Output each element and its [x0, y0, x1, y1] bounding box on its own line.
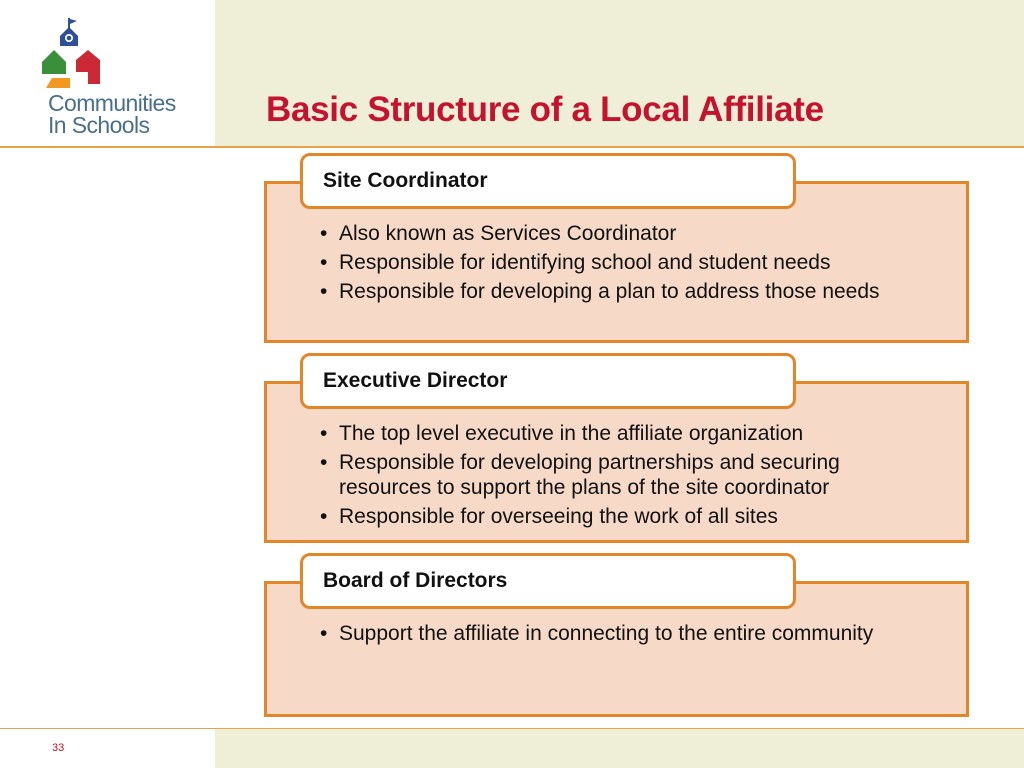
- logo-line-1: Communities: [48, 90, 176, 116]
- bullet-list-executive-director: [308, 421, 928, 533]
- bell: [67, 36, 72, 41]
- bullet-list-board-of-directors: [308, 621, 928, 650]
- logo-line-2: In Schools: [48, 112, 150, 138]
- green-block: [42, 50, 66, 74]
- slide-number: 33: [52, 742, 65, 754]
- footer-band: [215, 728, 1024, 768]
- bullet-item: • Responsible for developing a plan to address those needs: [308, 279, 928, 304]
- section-heading-site-coordinator: Site Coordinator: [300, 153, 796, 209]
- header-divider: [0, 146, 1024, 148]
- red-block: [76, 50, 100, 84]
- logo-wordmark: [48, 92, 176, 136]
- flag: [70, 19, 77, 24]
- bullet-list-site-coordinator: [308, 221, 928, 308]
- schoolhouse-logo-icon: [38, 18, 108, 88]
- bullet-item: • Responsible for overseeing the work of all sites: [308, 504, 928, 529]
- bullet-item: • Responsible for identifying school and student needs: [308, 250, 928, 275]
- slide-title: Basic Structure of a Local Affiliate: [266, 90, 824, 129]
- footer-divider: [0, 728, 1024, 729]
- section-heading-board-of-directors: Board of Directors: [300, 553, 796, 609]
- flag-pole: [68, 18, 70, 28]
- bullet-item: • Responsible for developing partnerships and securing resources to support the plans of the site coordinator: [308, 450, 928, 500]
- section-heading-executive-director: Executive Director: [300, 353, 796, 409]
- bullet-item: • Also known as Services Coordinator: [308, 221, 928, 246]
- orange-block: [46, 78, 70, 88]
- bullet-item: • The top level executive in the affiliate organization: [308, 421, 928, 446]
- bullet-item: • Support the affiliate in connecting to the entire community: [308, 621, 928, 646]
- door-gap: [66, 62, 76, 78]
